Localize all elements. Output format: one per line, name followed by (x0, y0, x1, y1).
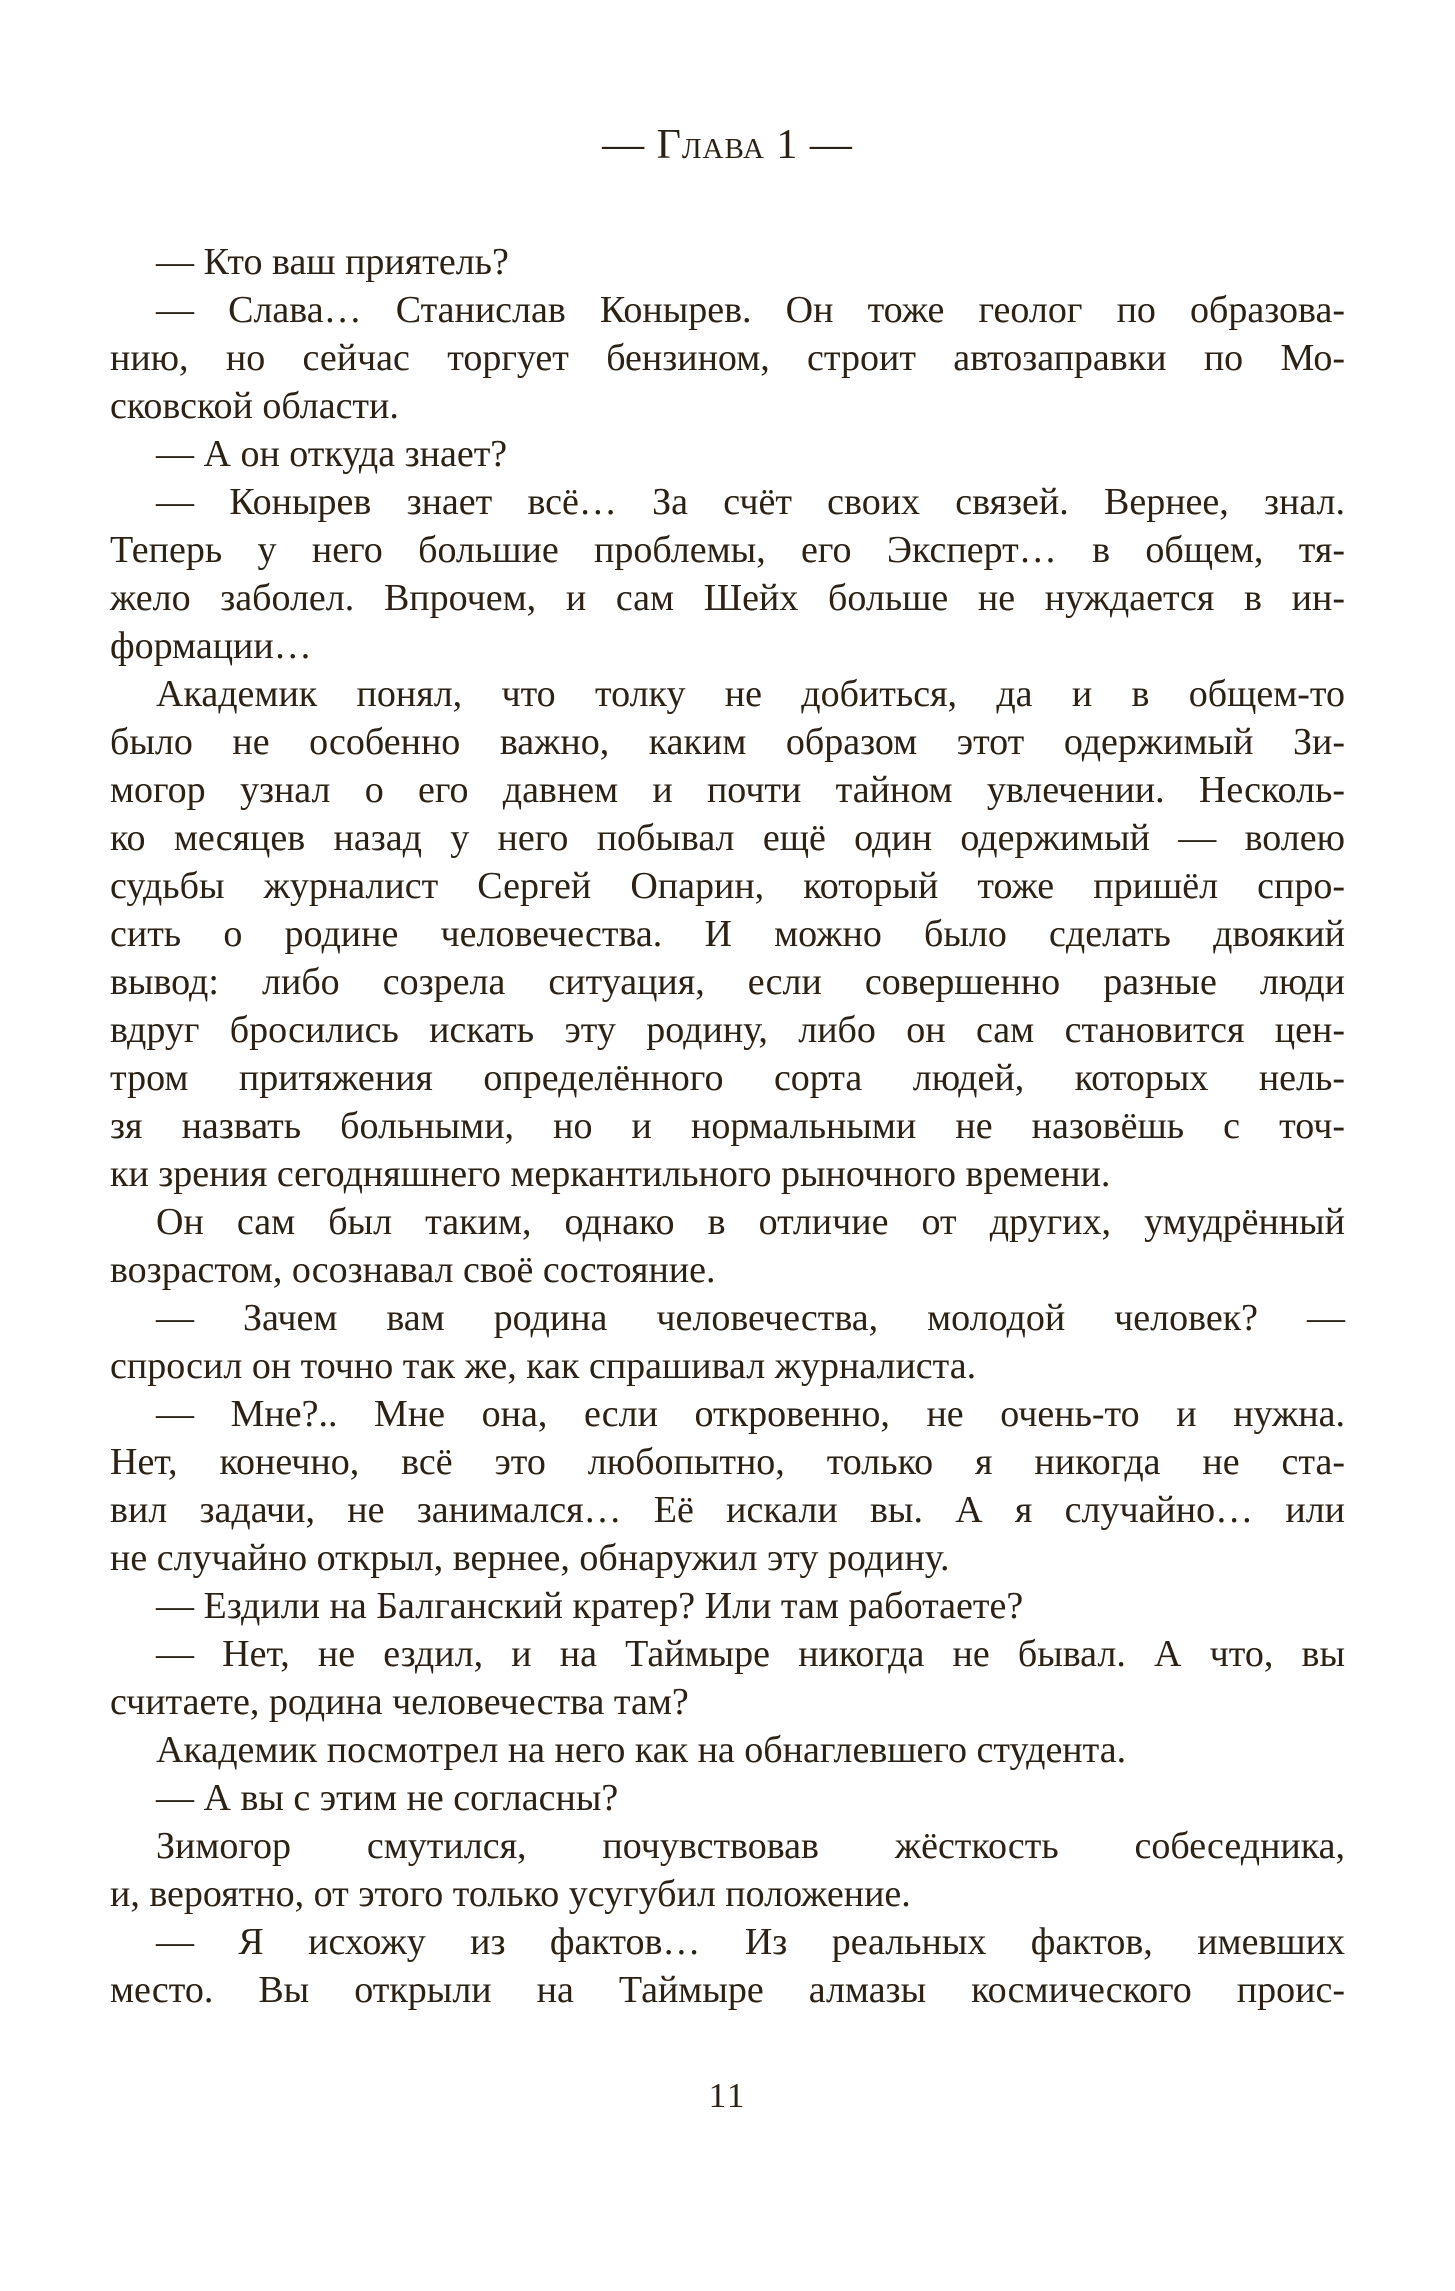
text-line: — Я исхожу из фактов… Из реальных фактов, имевших (156, 1921, 1345, 1963)
text-line: — Кто ваш приятель? (156, 241, 509, 283)
text-line: нию, но сейчас торгует бензином, строит автозаправки по Мо- (110, 337, 1345, 379)
text-line: сковской области. (110, 385, 399, 427)
text-line: Нет, конечно, всё это любопытно, только я никогда не ста- (110, 1441, 1345, 1483)
text-line: ко месяцев назад у него побывал ещё один одержимый — волею (110, 817, 1345, 859)
page-number: 11 (708, 2076, 747, 2115)
text-line: и, вероятно, от этого только усугубил положение. (110, 1873, 911, 1915)
text-line: судьбы журналист Сергей Опарин, который тоже пришёл спро- (110, 865, 1345, 907)
text-line: — Зачем вам родина человечества, молодой человек? — (156, 1297, 1345, 1339)
text-line: считаете, родина человечества там? (110, 1681, 689, 1723)
text-line: спросил он точно так же, как спрашивал журналиста. (110, 1345, 977, 1387)
body-text (110, 238, 1345, 2014)
text-line: формации… (110, 625, 312, 667)
chapter-heading: — Глава 1 — (602, 122, 853, 168)
text-line: вывод: либо созрела ситуация, если совершенно разные люди (110, 961, 1345, 1003)
text-line: — А вы с этим не согласны? (156, 1777, 619, 1819)
text-line: Академик понял, что толку не добиться, да и в общем-то (156, 673, 1345, 715)
text-line: зя назвать больными, но и нормальными не назовёшь с точ- (110, 1105, 1345, 1147)
text-line: Теперь у него большие проблемы, его Эксперт… в общем, тя- (110, 529, 1345, 571)
text-line: тром притяжения определённого сорта людей, которых нель- (110, 1057, 1345, 1099)
text-line: — А он откуда знает? (156, 433, 508, 475)
text-line: — Нет, не ездил, и на Таймыре никогда не бывал. А что, вы (156, 1633, 1345, 1675)
text-line: ки зрения сегодняшнего меркантильного рыночного времени. (110, 1153, 1111, 1195)
text-line: могор узнал о его давнем и почти тайном увлечении. Несколь- (110, 769, 1345, 811)
text-line: — Ездили на Балганский кратер? Или там работаете? (156, 1585, 1024, 1627)
text-line: — Мне?.. Мне она, если откровенно, не очень-то и нужна. (156, 1393, 1345, 1435)
text-line: сить о родине человечества. И можно было сделать двоякий (110, 913, 1345, 955)
text-line: Академик посмотрел на него как на обнаглевшего студента. (156, 1729, 1127, 1771)
text-line: возрастом, осознавал своё состояние. (110, 1249, 716, 1291)
text-line: место. Вы открыли на Таймыре алмазы космического проис- (110, 1969, 1345, 2011)
text-line: не случайно открыл, вернее, обнаружил эту родину. (110, 1537, 950, 1579)
text-line: Он сам был таким, однако в отличие от других, умудрённый (156, 1201, 1345, 1243)
text-line: Зимогор смутился, почувствовав жёсткость собеседника, (156, 1825, 1345, 1867)
text-line: вдруг бросились искать эту родину, либо он сам становится цен- (110, 1009, 1345, 1051)
text-line: вил задачи, не занимался… Её искали вы. А я случайно… или (110, 1489, 1345, 1531)
text-line: было не особенно важно, каким образом этот одержимый Зи- (110, 721, 1345, 763)
text-line: — Конырев знает всё… За счёт своих связей. Вернее, знал. (156, 481, 1345, 523)
text-line: — Слава… Станислав Конырев. Он тоже геолог по образова- (156, 289, 1345, 331)
text-line: жело заболел. Впрочем, и сам Шейх больше не нуждается в ин- (110, 577, 1345, 619)
